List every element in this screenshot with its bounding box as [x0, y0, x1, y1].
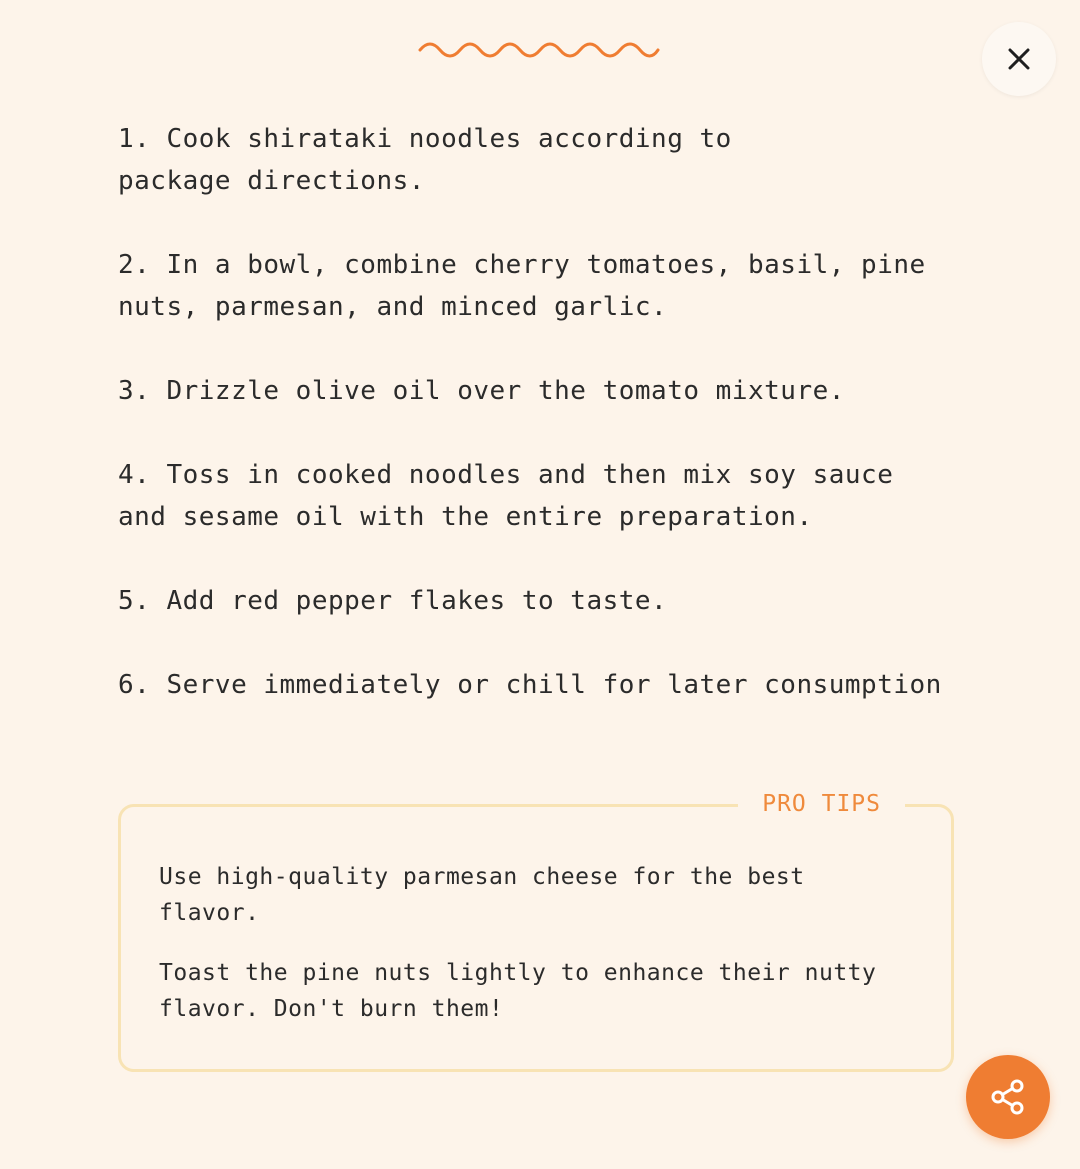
- instruction-step: 3. Drizzle olive oil over the tomato mixture.: [118, 376, 845, 406]
- pro-tips-box: [118, 791, 954, 1072]
- instruction-step: 4. Toss in cooked noodles and then mix soy sauce and sesame oil with the entire preparation.: [118, 460, 894, 532]
- pro-tips-title: PRO TIPS: [738, 789, 905, 819]
- share-icon: [988, 1077, 1028, 1117]
- wave-decoration-icon: [416, 36, 662, 64]
- instruction-step: 2. In a bowl, combine cherry tomatoes, basil, pine nuts, parmesan, and minced garlic.: [118, 250, 926, 322]
- pro-tip: Use high-quality parmesan cheese for the best flavor.: [159, 864, 805, 926]
- share-button[interactable]: [966, 1055, 1050, 1139]
- instruction-step: 5. Add red pepper flakes to taste.: [118, 586, 668, 616]
- pro-tip: Toast the pine nuts lightly to enhance their nutty flavor. Don't burn them!: [159, 960, 877, 1022]
- close-button[interactable]: [982, 22, 1056, 96]
- instruction-step: 1. Cook shirataki noodles according to package directions.: [118, 124, 732, 196]
- instruction-steps: [118, 118, 998, 748]
- pro-tips-list: [159, 859, 899, 1051]
- instruction-step: 6. Serve immediately or chill for later consumption: [118, 670, 942, 700]
- close-icon: [1006, 46, 1032, 72]
